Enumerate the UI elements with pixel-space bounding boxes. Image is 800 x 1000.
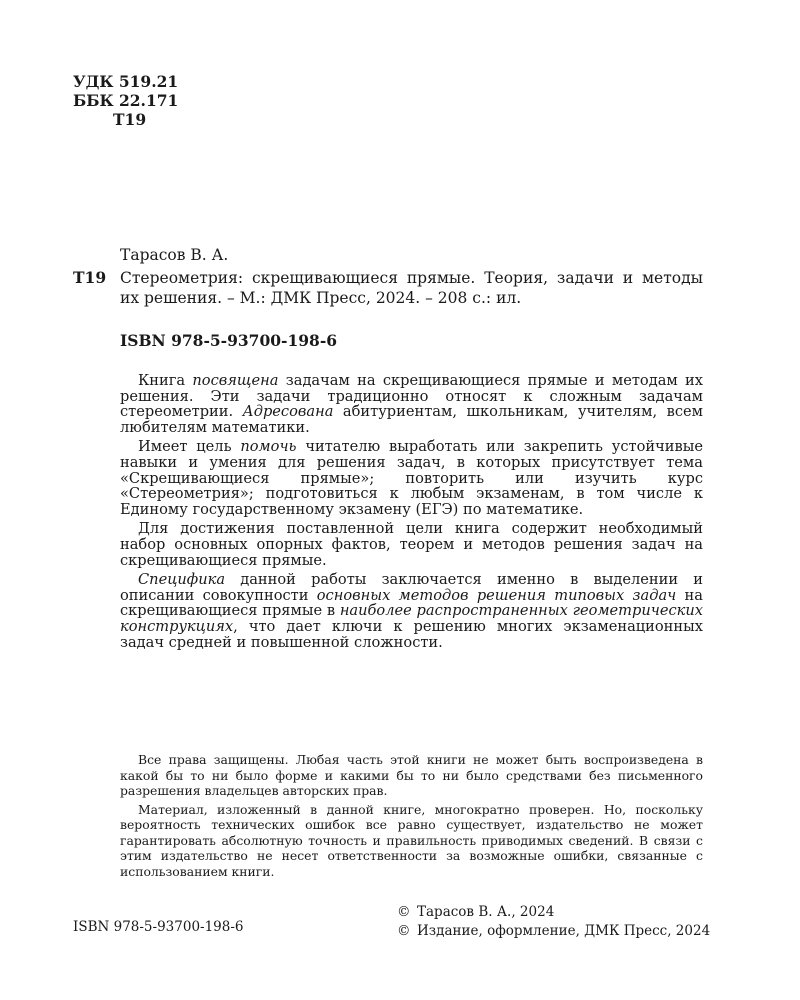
annotation-paragraph-2 <box>120 439 703 517</box>
rights-paragraph: Все права защищены. Любая часть этой книги не может быть воспроизведена в какой бы то ни было форме и какими бы то ни было средствами без письменного разрешения владельцев авторских прав. <box>120 752 703 798</box>
copyright-author: Тарасов В. А., 2024 <box>417 904 555 920</box>
italic-run: помочь <box>240 438 297 456</box>
author-name: Тарасов В. А. <box>120 246 229 264</box>
italic-run: основных методов решения типовых задач <box>316 586 677 604</box>
text-run: на скрещивающиеся прямые в <box>120 586 703 620</box>
text-run: Книга <box>138 372 193 389</box>
rights-notice <box>120 752 703 882</box>
book-title-imprint: Стереометрия: скрещивающиеся прямые. Теория, задачи и методы их решения. – М.: ДМК Пресс, 2024. – 208 с.: ил. <box>120 269 703 307</box>
annotation <box>120 373 703 654</box>
author-mark: Т19 <box>113 110 147 129</box>
copyright-block <box>397 903 710 941</box>
copyright-symbol: © <box>397 923 411 939</box>
annotation-paragraph-4 <box>120 572 703 650</box>
text-run: данной работы заключается именно в выделении и описании совокупности <box>120 571 703 604</box>
annotation-paragraph-3: Для достижения поставленной цели книга содержит необходимый набор основных опорных фактов, теорем и методов решения задач на скрещивающиеся прямые. <box>120 520 703 569</box>
footer-isbn: ISBN 978-5-93700-198-6 <box>73 919 244 935</box>
italic-run: наиболее распространенных геометрических конструкциях <box>120 602 703 635</box>
text-run: Имеет цель <box>138 438 241 456</box>
udk-code: УДК 519.21 <box>73 72 179 91</box>
italic-run: Адресована <box>242 403 334 421</box>
copyright-symbol: © <box>397 904 411 920</box>
isbn-bold: ISBN 978-5-93700-198-6 <box>120 331 338 350</box>
italic-run: Специфика <box>138 571 226 589</box>
text-run: читателю выработать или закрепить устойчивые навыки и умения для решения задач, в которых присутствует тема «Скрещивающиеся прямые»; повторить или изучить курс «Стереометрия»; подготовиться к любым экзаменам, в том числе к Единому государственному экзамену (ЕГЭ) по математике. <box>120 438 703 518</box>
text-run: , что дает ключи к решению многих экзаменационных задач средней и повышенной сложности. <box>120 617 703 651</box>
text-run: задачам на скрещивающиеся прямые и методам их решения. Эти задачи традиционно относят к сложным задачам стереометрии. <box>120 372 704 421</box>
text-run: абитуриентам, школьникам, учителям, всем любителям математики. <box>120 403 703 436</box>
classification-block <box>73 72 178 129</box>
bbk-code: ББК 22.171 <box>73 91 179 110</box>
record-author-mark: Т19 <box>73 268 107 287</box>
copyright-publisher: Издание, оформление, ДМК Пресс, 2024 <box>417 923 711 939</box>
copyright-author-line <box>397 903 710 922</box>
copyright-publisher-line <box>397 922 710 941</box>
disclaimer-paragraph: Материал, изложенный в данной книге, многократно проверен. Но, поскольку вероятность технических ошибок все равно существует, издательство не может гарантировать абсолютную точность и правильность приводимых сведений. В связи с этим издательство не несет ответственности за возможные ошибки, связанные с использованием книги. <box>120 801 703 879</box>
annotation-paragraph-1 <box>120 373 703 435</box>
italic-run: посвящена <box>192 372 279 389</box>
